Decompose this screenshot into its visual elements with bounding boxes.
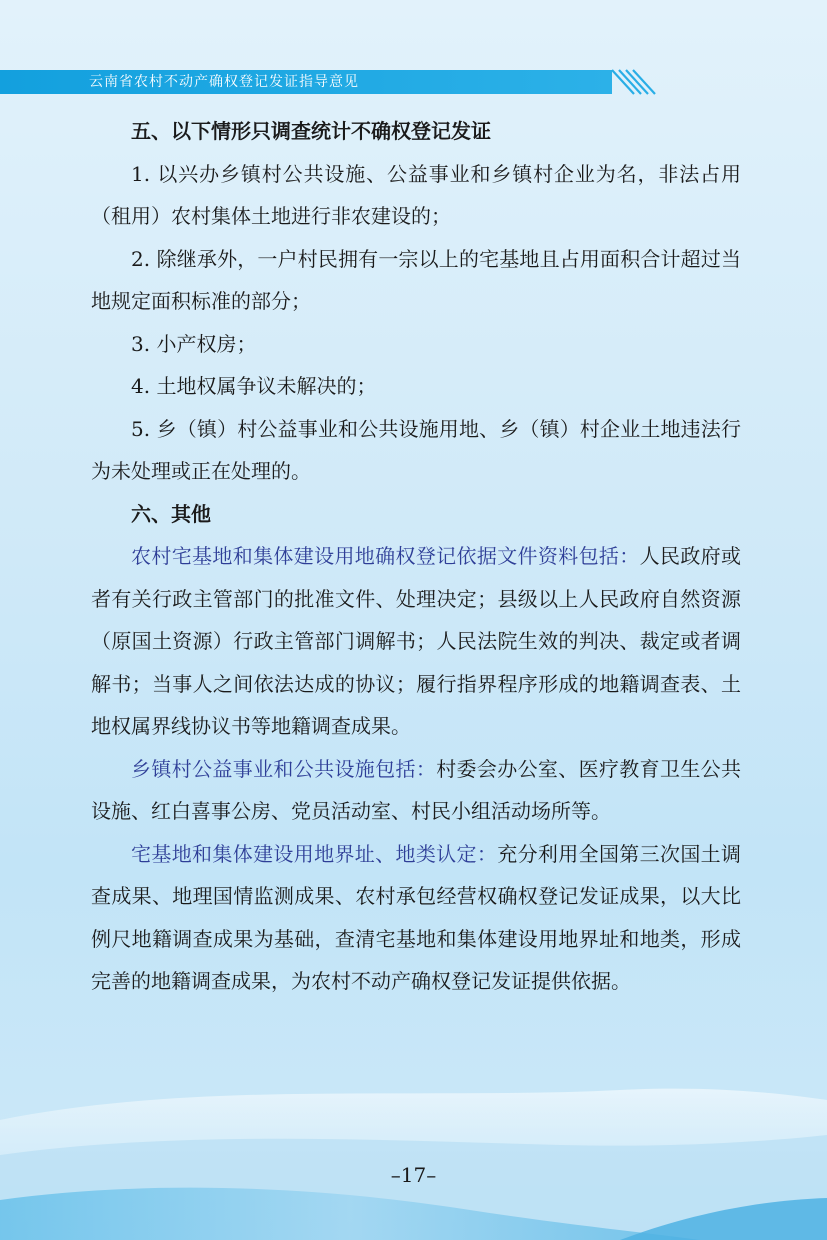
section-5-item-3: 3. 小产权房； [131,331,257,356]
paragraph-lead: 农村宅基地和集体建设用地确权登记依据文件资料包括： [131,544,640,568]
section-6-paragraph-facilities [91,748,741,833]
section-5-item-2: 2. 除继承外，一户村民拥有一宗以上的宅基地且占用面积合计超过当地规定面积标准的部分； [91,246,741,313]
footer-wave-decoration [0,1060,827,1240]
running-header-title: 云南省农村不动产确权登记发证指导意见 [89,74,359,90]
paragraph-lead: 乡镇村公益事业和公共设施包括： [131,756,437,781]
paragraph-body: 人民政府或者有关行政主管部门的批准文件、处理决定；县级以上人民政府自然资源（原国土资源）行政主管部门调解书；人民法院生效的判决、裁定或者调解书；当事人之间依法达成的协议；履行指界程序形成的地籍调查表、土地权属界线协议书等地籍调查成果。 [91,544,742,738]
section-5-item-4: 4. 土地权属争议未解决的； [131,374,377,398]
section-5-item-1: 1. 以兴办乡镇村公共设施、公益事业和乡镇村企业为名，非法占用（租用）农村集体土地进行非农建设的； [91,161,741,228]
section-6-paragraph-boundaries [91,833,741,1003]
section-6-heading: 六、其他 [131,501,211,526]
page-number: –17– [390,1163,437,1187]
section-5-heading: 五、以下情形只调查统计不确权登记发证 [131,119,491,143]
section-6-paragraph-documents [91,535,741,748]
paragraph-lead: 宅基地和集体建设用地界址、地类认定： [131,841,498,866]
paragraph-body: 充分利用全国第三次国土调查成果、地理国情监测成果、农村承包经营权确权登记发证成果，以大比例尺地籍调查成果为基础，查清宅基地和集体建设用地界址和地类，形成完善的地籍调查成果，为农村不动产确权登记发证提供依据。 [91,841,742,993]
header-stripes-decoration [604,66,656,98]
paragraph-body: 村委会办公室、医疗教育卫生公共设施、红白喜事公房、党员活动室、村民小组活动场所等。 [91,756,742,823]
section-5-item-5: 5. 乡（镇）村公益事业和公共设施用地、乡（镇）村企业土地违法行为未处理或正在处理的。 [91,416,741,483]
page-content [91,110,741,1003]
